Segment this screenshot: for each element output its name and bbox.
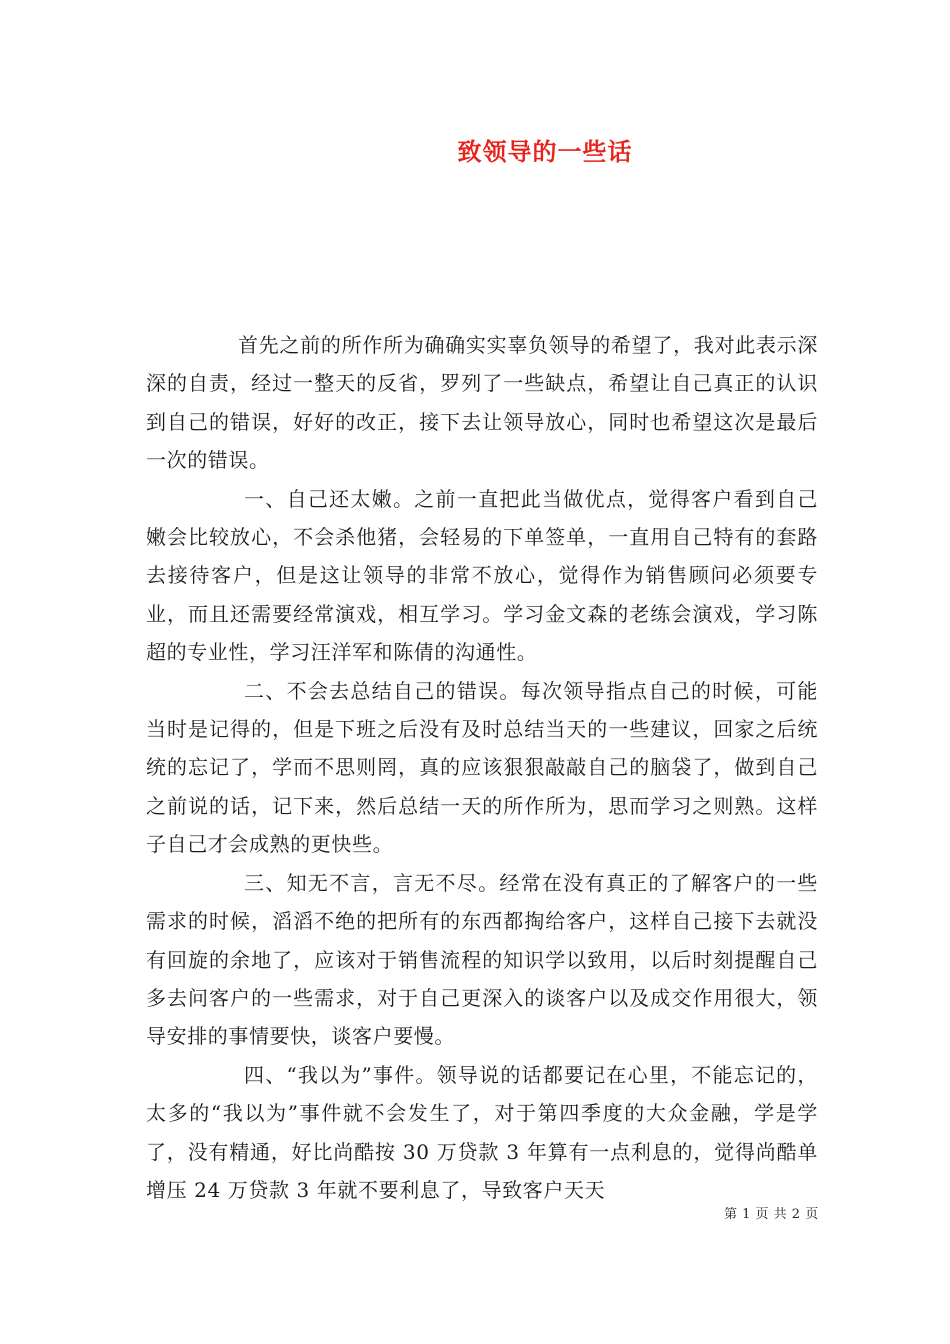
paragraph-point-2: 二、不会去总结自己的错误。每次领导指点自己的时候，可能当时是记得的，但是下班之后没有及时总结当天的一些建议，回家之后统统的忘记了，学而不思则罔，真的应该狠狠敲敲自己的脑袋了，做到自己之前说的话，记下来，然后总结一天的所作所为，思而学习之则熟。这样子自己才会成熟的更快些。 [146, 678, 818, 857]
paragraph-point-1: 一、自己还太嫩。之前一直把此当做优点，觉得客户看到自己嫩会比较放心，不会杀他猪，会轻易的下单签单，一直用自己特有的套路去接待客户，但是这让领导的非常不放心，觉得作为销售顾问必须要专业，而且还需要经常演戏，相互学习。学习金文森的老练会演戏，学习陈超的专业性，学习汪洋军和陈倩的沟通性。 [146, 486, 818, 665]
paragraph-point-3: 三、知无不言，言无不尽。经常在没有真正的了解客户的一些需求的时候，滔滔不绝的把所有的东西都掏给客户，这样自己接下去就没有回旋的余地了，应该对于销售流程的知识学以致用，以后时刻提醒自己多去问客户的一些需求，对于自己更深入的谈客户以及成交作用很大，领导安排的事情要快，谈客户要慢。 [146, 870, 818, 1049]
document-title: 致领导的一些话 [457, 137, 633, 166]
document-body [146, 326, 818, 1209]
page-number: 第 1 页 共 2 页 [724, 1207, 819, 1222]
paragraph-intro: 首先之前的所作所为确确实实辜负领导的希望了，我对此表示深深的自责，经过一整天的反省，罗列了一些缺点，希望让自己真正的认识到自己的错误，好好的改正，接下去让领导放心，同时也希望这次是最后一次的错误。 [146, 333, 818, 473]
paragraph-point-4: 四、“我以为”事件。领导说的话都要记在心里，不能忘记的，太多的“我以为”事件就不会发生了，对于第四季度的大众金融，学是学了，没有精通，好比尚酷按 30 万贷款 3 年算有一点利息的，觉得尚酷单增压 24 万贷款 3 年就不要利息了，导致客户天天 [146, 1062, 818, 1202]
